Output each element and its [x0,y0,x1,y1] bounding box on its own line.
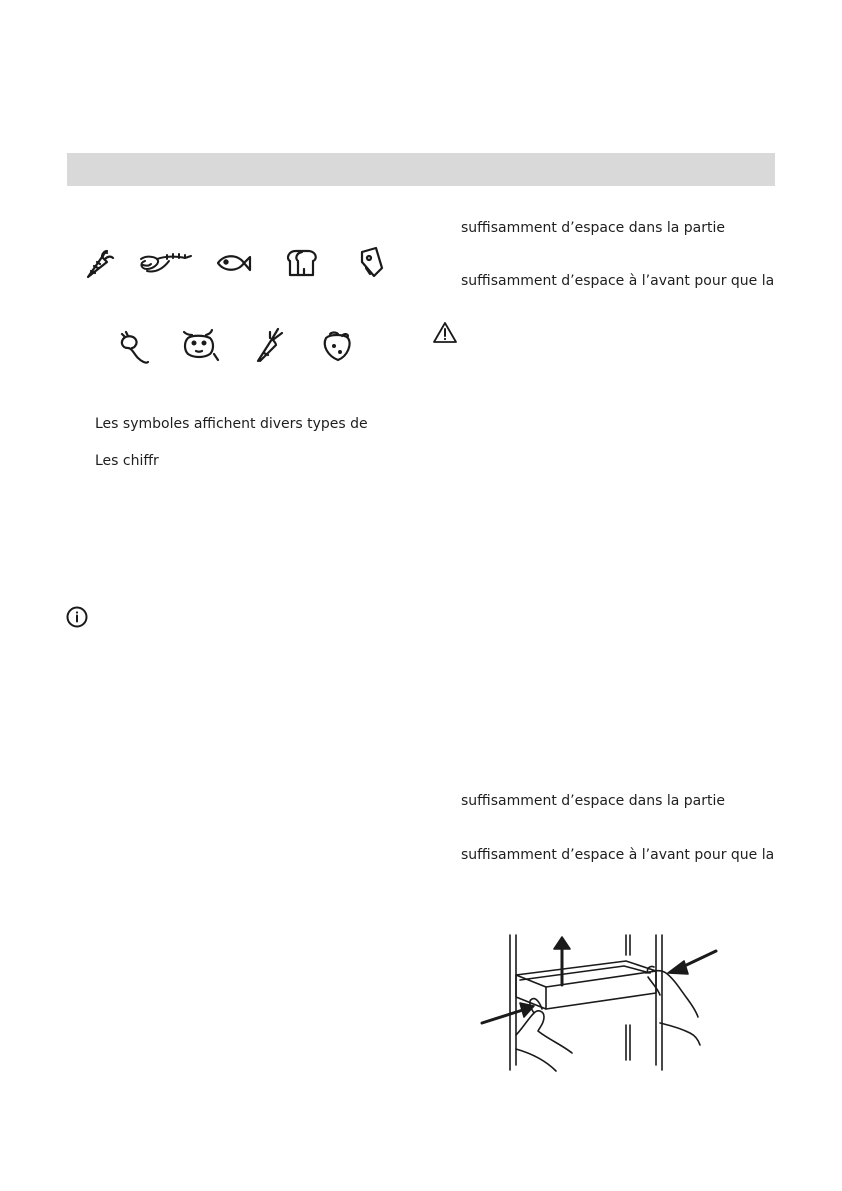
space-front-text-2: suffisamment d’espace à l’avant pour que la [461,847,775,863]
space-front-text: suffisamment d’espace à l’avant pour que la [461,273,775,289]
cow-head-icon [178,324,224,364]
shrimp-icon [137,245,197,285]
warning-triangle-icon [432,321,458,344]
space-top-text-2: suffisamment d’espace dans la partie [461,793,725,809]
symbols-description: Les symboles affichent divers types de [95,416,368,432]
section-header-band [67,153,775,186]
strawberry-icon [318,328,358,368]
chicken-leg-icon [116,326,156,366]
info-icon [66,606,88,628]
carrot-sprout-icon [250,325,290,365]
cheese-icon [352,242,392,282]
numbers-description: Les chiffr [95,453,159,469]
space-top-text: suffisamment d’espace dans la partie [461,220,725,236]
shelf-removal-illustration [470,925,730,1075]
carrot-icon [80,243,120,283]
fish-icon [214,245,254,285]
bread-icon [283,243,323,283]
